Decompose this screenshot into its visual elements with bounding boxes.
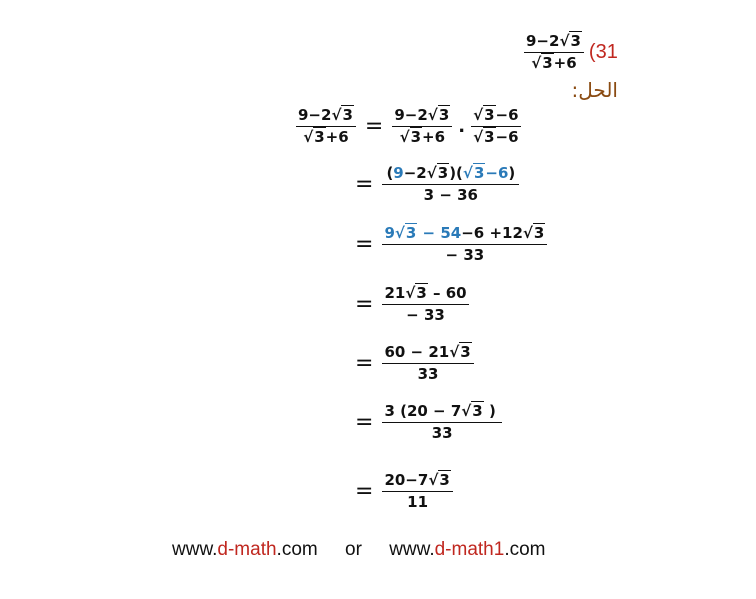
s1-mid-den: +6 xyxy=(422,128,446,147)
footer xyxy=(172,539,546,561)
s1-lhs-den-rad: 3 xyxy=(314,128,325,147)
step1-lhs: $\frac{9-2√3}{√3+6}$ xyxy=(296,108,356,145)
problem-expression: $\frac{9-2√3}{√3+6}$ xyxy=(524,34,584,71)
s1-mid-num-rad: 3 xyxy=(438,106,450,124)
s1-conj-den-rad: 3 xyxy=(484,128,495,147)
equals-sign: = xyxy=(355,292,374,318)
s1-lhs-den: +6 xyxy=(325,128,349,147)
problem-number: (31 xyxy=(588,41,618,64)
s1-lhs-num: 9−2 xyxy=(298,106,332,124)
s7-20-minus-7: 20−7 xyxy=(384,471,429,489)
s2-minus-two: −2 xyxy=(403,164,427,182)
site1-link[interactable] xyxy=(172,539,318,560)
s2-paren-mid: )( xyxy=(449,164,463,182)
footer-or: or xyxy=(345,539,362,560)
step1-mid: $\frac{9-2√3}{√3+6}$ xyxy=(392,108,452,145)
s2-minus-six: −6 xyxy=(485,164,509,182)
problem-den-b: +6 xyxy=(553,54,577,73)
s7-den: 11 xyxy=(407,493,429,512)
equals-sign: = xyxy=(355,172,374,198)
site2-suffix: .com xyxy=(504,539,546,560)
s1-conj-num: −6 xyxy=(495,106,519,124)
s6-den: 33 xyxy=(431,424,453,443)
s3-minus-six-plus: −6 +12 xyxy=(461,224,523,242)
s2-rad-b: 3 xyxy=(473,164,485,182)
multiply-dot: . xyxy=(458,116,466,138)
s3-rad-b: 3 xyxy=(533,224,545,242)
s2-paren: ( xyxy=(386,164,394,182)
s4-21: 21 xyxy=(384,284,406,302)
s4-minus-60: – 60 xyxy=(427,284,467,302)
step3-fraction: $\frac{9√3 - 54-6 +12√3}{- 33}$ xyxy=(382,226,547,263)
s6-rad: 3 xyxy=(472,402,483,420)
s2-paren-close: ) xyxy=(508,164,516,182)
equals-sign: = xyxy=(364,114,384,140)
s3-minus-54: − 54 xyxy=(417,224,462,242)
s1-lhs-num-rad: 3 xyxy=(342,106,353,124)
step2-fraction: $\frac{(9-2√3)(√3-6)}{3 - 36}$ xyxy=(382,166,519,203)
step-5 xyxy=(355,345,474,382)
s3-rad-a: 3 xyxy=(405,224,417,242)
s3-nine: 9 xyxy=(384,224,395,242)
s6-factor: 3 (20 − 7 xyxy=(384,402,462,420)
site1-prefix: www. xyxy=(172,539,218,560)
s4-den: − 33 xyxy=(406,306,445,325)
s1-conj-den: −6 xyxy=(495,128,519,147)
s2-rad-a: 3 xyxy=(437,164,449,182)
step-6 xyxy=(355,404,502,441)
step6-fraction: $\frac{3 (20 - 7√3 )}{33}$ xyxy=(382,404,501,441)
site1-suffix: .com xyxy=(276,539,318,560)
s5-den: 33 xyxy=(417,365,439,384)
s4-rad: 3 xyxy=(416,284,427,302)
step-4 xyxy=(355,286,469,323)
s1-conj-num-rad: 3 xyxy=(484,106,495,124)
step-3 xyxy=(355,226,547,263)
problem-num-rad: 3 xyxy=(570,32,581,50)
equals-sign: = xyxy=(355,351,374,377)
step5-fraction: $\frac{60 - 21√3}{33}$ xyxy=(382,345,473,382)
equals-sign: = xyxy=(355,410,374,436)
s5-rad: 3 xyxy=(460,343,471,361)
site2-link[interactable] xyxy=(389,539,545,560)
problem-num-a: 9−2 xyxy=(526,32,560,50)
problem-header xyxy=(524,34,618,71)
step7-fraction: $\frac{20-7√3}{11}$ xyxy=(382,473,452,510)
equals-sign: = xyxy=(355,479,374,505)
site2-brand: d-math1 xyxy=(434,539,505,560)
s5-60-minus-21: 60 − 21 xyxy=(384,343,450,361)
s1-mid-den-rad: 3 xyxy=(410,128,422,147)
step-7 xyxy=(355,473,453,510)
s2-den: 3 − 36 xyxy=(423,186,478,205)
s1-mid-num: 9−2 xyxy=(394,106,428,124)
step-1 xyxy=(296,108,521,145)
problem-den-rad: 3 xyxy=(542,54,553,73)
solution-label: الحل: xyxy=(571,78,618,102)
s7-rad: 3 xyxy=(439,471,450,489)
site1-brand: d-math xyxy=(217,539,277,560)
step1-conjugate: $\frac{√3-6}{√3-6}$ xyxy=(473,106,519,147)
s2-nine: 9 xyxy=(393,164,404,182)
equals-sign: = xyxy=(355,232,374,258)
step-2 xyxy=(355,166,519,203)
s6-paren-close: ) xyxy=(483,402,496,420)
site2-prefix: www. xyxy=(389,539,435,560)
s3-den: − 33 xyxy=(445,246,485,265)
step4-fraction: $\frac{21√3 - 60}{- 33}$ xyxy=(384,284,467,325)
